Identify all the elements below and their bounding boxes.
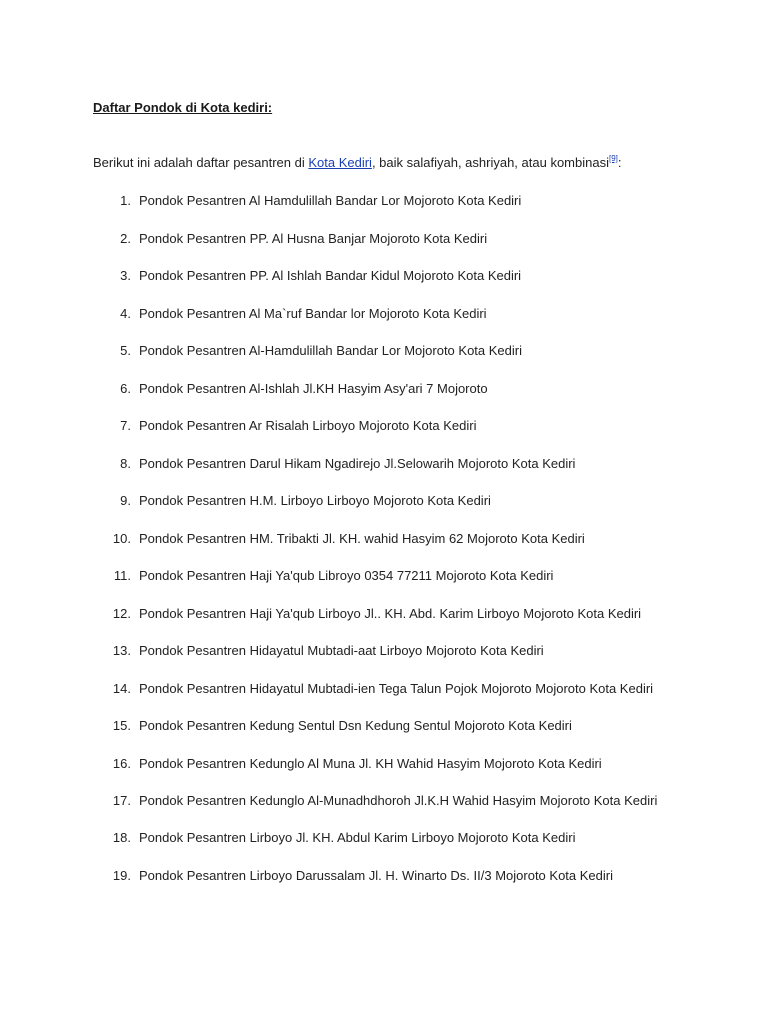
list-number: 17. (112, 793, 131, 808)
list-item (0, 191, 768, 211)
list-item (0, 341, 768, 361)
list-number: 6. (120, 380, 131, 396)
list-number: 19. (112, 867, 131, 883)
list-item-text: Pondok Pesantren Kedunglo Al-Munadhdhoroh Jl.K.H Wahid Hasyim Mojoroto Kota Kediri (139, 793, 658, 808)
list-item-text: Pondok Pesantren Al-Hamdulillah Bandar Lor Mojoroto Kota Kediri (139, 343, 522, 358)
list-item (0, 566, 768, 586)
list-item (0, 866, 768, 886)
list-item (0, 754, 768, 774)
list-item-text: Pondok Pesantren Al Hamdulillah Bandar Lor Mojoroto Kota Kediri (139, 193, 522, 208)
list-item (0, 828, 768, 848)
list-item (0, 641, 768, 661)
list-item (0, 791, 768, 811)
list-item-text: Pondok Pesantren H.M. Lirboyo Lirboyo Mojoroto Kota Kediri (139, 493, 491, 508)
list-number: 8. (120, 455, 131, 471)
list-item (0, 416, 768, 436)
list-item-text: Pondok Pesantren PP. Al Ishlah Bandar Kidul Mojoroto Kota Kediri (139, 268, 522, 283)
list-number: 13. (112, 643, 131, 658)
list-number: 2. (120, 230, 131, 246)
list-item (0, 454, 768, 474)
intro-paragraph (93, 154, 622, 172)
list-number: 11. (113, 568, 131, 583)
pesantren-list (0, 191, 768, 903)
kota-kediri-link[interactable]: Kota Kediri (308, 155, 372, 170)
list-number: 14. (112, 680, 131, 696)
list-number: 18. (112, 830, 131, 845)
list-number: 1. (120, 193, 131, 208)
footnote-link[interactable]: [9] (608, 154, 618, 163)
list-item (0, 379, 768, 399)
list-item-text: Pondok Pesantren Haji Ya'qub Lirboyo Jl.. KH. Abd. Karim Lirboyo Mojoroto Kota Kediri (139, 605, 642, 621)
list-number: 3. (120, 268, 131, 283)
list-item (0, 716, 768, 736)
list-number: 16. (112, 755, 131, 771)
intro-text-after: , baik salafiyah, ashriyah, atau kombinasi (371, 155, 609, 170)
list-item (0, 491, 768, 511)
list-item-text: Pondok Pesantren Al Ma`ruf Bandar lor Mojoroto Kota Kediri (139, 305, 487, 321)
list-item-text: Pondok Pesantren PP. Al Husna Banjar Mojoroto Kota Kediri (139, 230, 488, 246)
page-title: Daftar Pondok di Kota kediri: (93, 100, 273, 115)
list-item-text: Pondok Pesantren Ar Risalah Lirboyo Mojoroto Kota Kediri (139, 418, 477, 433)
list-number: 5. (120, 343, 131, 358)
list-item-text: Pondok Pesantren Kedunglo Al Muna Jl. KH Wahid Hasyim Mojoroto Kota Kediri (139, 755, 602, 771)
list-number: 9. (120, 493, 131, 508)
list-item-text: Pondok Pesantren Al-Ishlah Jl.KH Hasyim Asy'ari 7 Mojoroto (139, 380, 488, 396)
list-item-text: Pondok Pesantren Hidayatul Mubtadi-aat Lirboyo Mojoroto Kota Kediri (139, 643, 544, 658)
list-item-text: Pondok Pesantren HM. Tribakti Jl. KH. wahid Hasyim 62 Mojoroto Kota Kediri (139, 530, 585, 546)
footnote-ref[interactable] (609, 154, 618, 163)
list-item (0, 604, 768, 624)
list-number: 10. (112, 530, 131, 546)
list-item (0, 679, 768, 699)
list-item-text: Pondok Pesantren Hidayatul Mubtadi-ien Tega Talun Pojok Mojoroto Mojoroto Kota Kediri (139, 680, 654, 696)
list-item-text: Pondok Pesantren Kedung Sentul Dsn Kedung Sentul Mojoroto Kota Kediri (139, 718, 572, 733)
list-item-text: Pondok Pesantren Lirboyo Jl. KH. Abdul Karim Lirboyo Mojoroto Kota Kediri (139, 830, 576, 845)
intro-text-before: Berikut ini adalah daftar pesantren di (93, 155, 309, 170)
list-item (0, 529, 768, 549)
list-item-text: Pondok Pesantren Lirboyo Darussalam Jl. H. Winarto Ds. II/3 Mojoroto Kota Kediri (139, 867, 613, 883)
list-item (0, 304, 768, 324)
list-number: 4. (120, 305, 131, 321)
list-item-text: Pondok Pesantren Darul Hikam Ngadirejo Jl.Selowarih Mojoroto Kota Kediri (139, 455, 576, 471)
list-number: 7. (120, 418, 131, 433)
list-number: 12. (112, 605, 131, 621)
list-item (0, 266, 768, 286)
list-number: 15. (112, 718, 131, 733)
list-item-text: Pondok Pesantren Haji Ya'qub Libroyo 0354 77211 Mojoroto Kota Kediri (139, 568, 554, 583)
intro-text-end: : (617, 155, 622, 170)
list-item (0, 229, 768, 249)
